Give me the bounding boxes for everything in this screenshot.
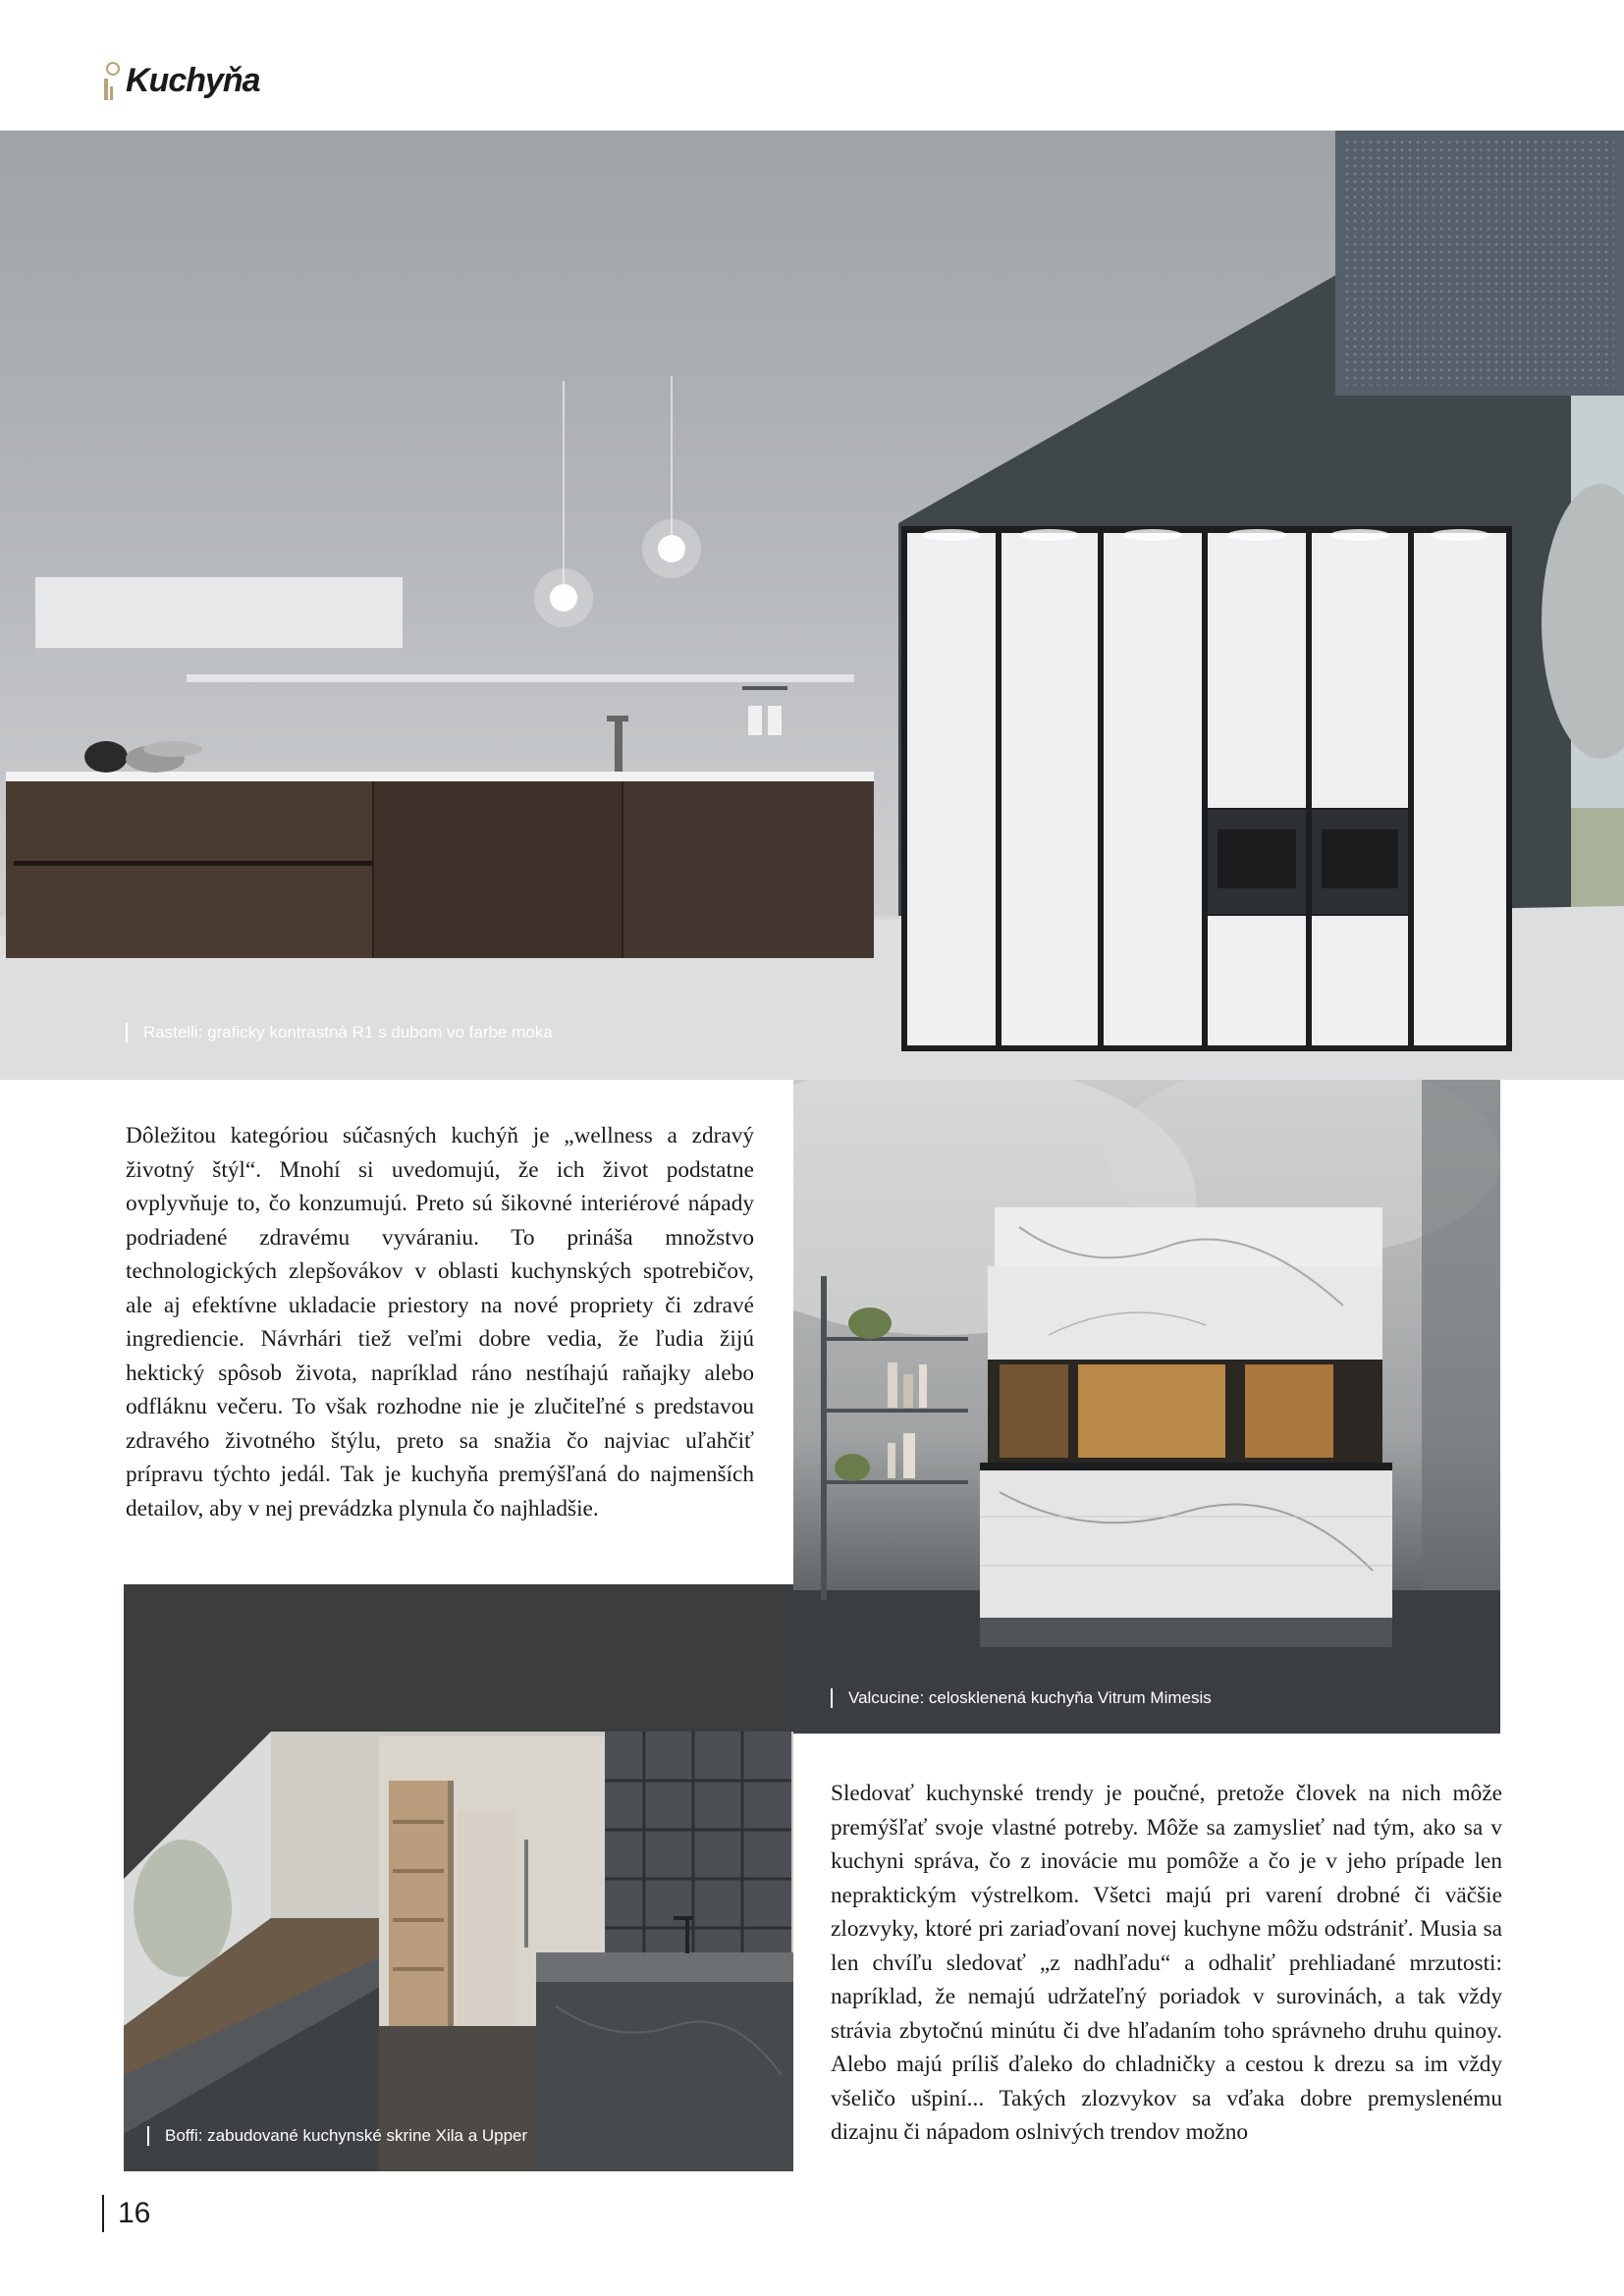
image-valcucine-kitchen bbox=[793, 1080, 1500, 1734]
logo-text: Kuchyňa bbox=[126, 62, 260, 99]
dark-image-caption: Boffi: zabudované kuchynské skrine Xila a Upper bbox=[147, 2126, 527, 2146]
article-text-left-column: Dôležitou kategóriou súčasných kuchýň je „wellness a zdravý životný štýl“. Mnohí si uvedomujú, že ich život podstatne ovplyvňuje to, čo konzumujú. Preto sú šikovné interiérové nápady podriadené zdravému vyváraniu. To prináša množstvo technologických zlepšovákov v oblasti kuchynských spotrebičov, ale aj efektívne ukladacie priestory na nové propriety či zdravé ingrediencie. Návrhári tiež veľmi dobre vedia, že ľudia žijú hektický spôsob života, napríklad ráno nestíhajú raňajky alebo odfláknu večeru. To však rozhodne nie je zlučiteľné s predstavou zdravého životného štýlu, preto sa snažia čo najviac uľahčiť prípravu týchto jedál. Tak je kuchyňa premýšľaná do najmenších detailov, aby v nej prevádzka plynula čo najhladšie. bbox=[126, 1123, 754, 1522]
magazine-logo bbox=[102, 57, 260, 100]
hero-caption: Rastelli: graficky kontrastná R1 s dubom vo farbe moka bbox=[126, 1023, 553, 1042]
article-text-right-column: Sledovať kuchynské trendy je poučné, pretože človek na nich môže premýšľať svoje vlastné potreby. Môže sa zamyslieť nad tým, ako sa v kuchyni správa, čo z inovácie mu pomôže a čo je v jeho prípade len nepraktickým výstrelkom. Všetci majú pri varení drobné či väčšie zlozvyky, ktoré pri zariaďovaní novej kuchyne môžu odstrániť. Musia sa len chvíľu sledovať „z nadhľadu“ a odhaliť prehliadané mrzutosti: napríklad, že nemajú udržateľný poriadok v surovinách, a tak vždy strávia zbytočnú minútu či dve hľadaním toho správneho druhu quinoy. Alebo majú príliš ďaleko do chladničky a cestou k drezu sa im vždy všeličo ušpiní... Takých zlozvykov sa vďaka dobre premyslenému dizajnu či nápadom oslnivých trendov možno bbox=[831, 1781, 1502, 2145]
marble-image-caption: Valcucine: celosklenená kuchyňa Vitrum Mimesis bbox=[831, 1688, 1212, 1708]
hero-image-rastelli-kitchen bbox=[0, 131, 1624, 1080]
image-boffi-kitchen bbox=[124, 1584, 793, 2171]
logo-mark-icon bbox=[102, 57, 124, 100]
page-number: 16 bbox=[102, 2195, 150, 2232]
